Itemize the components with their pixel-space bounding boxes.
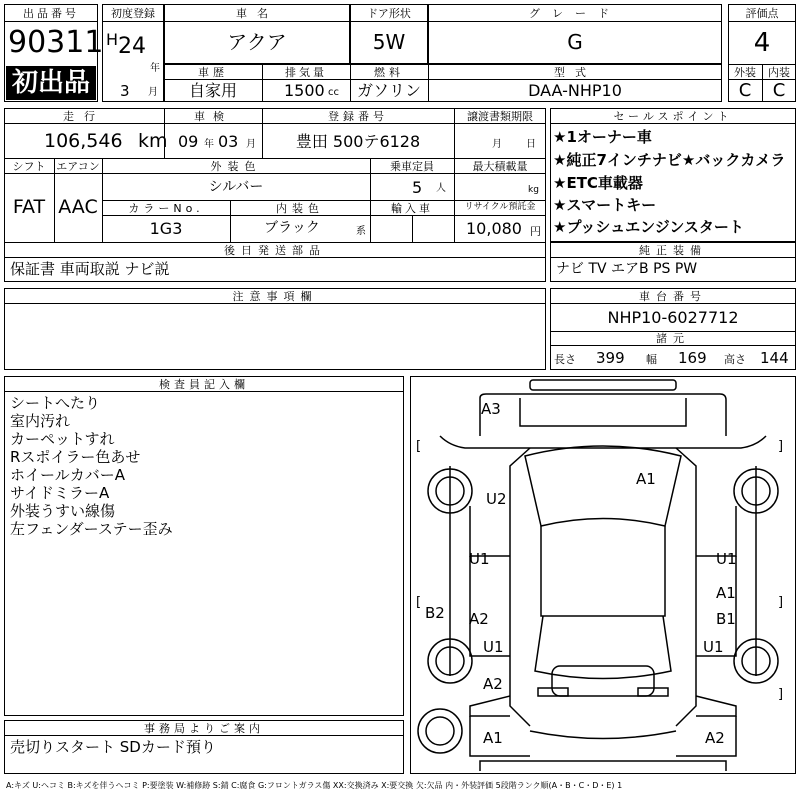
int-score: C [772,80,786,101]
insp-month-unit: 月 [246,139,256,150]
transfer-month: 月 [492,139,502,150]
inspector-item-8: 左フェンダーステー歪み [10,520,173,538]
inspector-item-7: 外装うすい線傷 [10,502,116,520]
mark-a2-left: A2 [469,610,489,628]
bracket-left-top: [ [416,439,422,454]
door-type: 5W [372,30,406,54]
mark-b2: B2 [425,604,445,622]
recycle-label: リサイクル預託金 [464,202,536,212]
mileage: 106,546 [44,130,123,152]
length: 399 [596,349,625,367]
mark-a1-roof: A1 [636,470,656,488]
score: 4 [753,28,771,58]
era: H [106,30,119,49]
length-label: 長さ [554,353,576,366]
inspector-item-4: Rスポイラー色あせ [10,448,141,466]
inspection-label: 車検 [194,110,232,123]
recycle: 10,080 [466,219,522,238]
width-label: 幅 [646,353,657,366]
inspector-item-2: 室内汚れ [10,412,71,430]
inspector-list [10,394,173,538]
first-reg-month: 3 [120,82,130,100]
door-label: ドア形状 [367,7,411,20]
insp-month: 03 [218,132,239,151]
height: 144 [760,349,789,367]
inspector-item-5: ホイールカバーA [10,466,125,484]
load-unit: kg [528,185,539,195]
transfer-day: 日 [526,139,536,150]
grade-label: グレード [529,7,621,20]
displacement: 1500 [284,81,325,100]
later-parts: 保証書 車両取説 ナビ説 [10,260,170,278]
mark-u1-right2: U1 [703,638,724,656]
mark-u2: U2 [486,490,507,508]
fuel: ガソリン [356,81,421,100]
mark-a3: A3 [481,400,501,418]
ext-score: C [738,80,752,101]
equipment: ナビ TV エアB PS PW [556,261,698,277]
inspector-item-3: カーペットすれ [10,430,115,448]
mark-a1-bottom: A1 [483,729,503,747]
car-name: アクア [227,30,287,54]
ext-color-label: 外装色 [210,160,262,173]
history: 自家用 [188,81,237,100]
sales-point-4: ★スマートキー [553,196,657,214]
ac-label: エアコン [56,160,100,173]
sales-point-3: ★ETC車載器 [553,174,643,192]
mark-a2-left2: A2 [483,675,503,693]
car-diagram [410,376,796,774]
history-label: 車歴 [198,66,228,79]
inspector-label: 検査員記入欄 [159,378,249,391]
sales-point-1: ★1オーナー車 [553,128,652,146]
office-label: 事務局よりご案内 [144,722,264,735]
inspector-item-1: シートへたり [10,394,101,412]
bracket-right-top: ] [778,439,784,454]
first-reg-label: 初度登録 [111,7,155,20]
recycle-unit: 円 [530,225,541,238]
capacity-label: 乗車定員 [390,160,434,173]
mark-u1-right: U1 [716,550,737,568]
fuel-label: 燃料 [374,66,404,79]
lot-number: 90311 [8,25,104,60]
displacement-label: 排気量 [285,66,327,79]
mark-u1-left: U1 [469,550,490,568]
notes-label: 注意事項欄 [232,290,318,303]
shift-label: シフト [12,160,46,173]
reg-no: 豊田 500テ6128 [295,132,421,151]
equipment-label: 純正装備 [639,244,707,257]
mark-a2-bottom: A2 [705,729,725,747]
int-color: ブラック [264,220,320,236]
shift: FAT [12,196,46,218]
later-parts-label: 後日発送部品 [224,244,326,257]
model: DAA-NHP10 [528,81,622,100]
int-color-unit: 系 [356,226,366,237]
color-no: 1G3 [149,219,183,238]
color-no-label: カラーNo. [128,202,204,215]
displacement-unit: cc [328,87,339,98]
transfer-label: 譲渡書類期限 [467,110,533,123]
int-color-label: 内装色 [276,202,324,215]
legend: A:キズ U:ヘコミ B:キズを伴うヘコミ P:要塗装 W:補修跡 S:錆 C:腐食 G:フロントガラス傷 XX:交換済み X:要交換 欠:欠品 内・外装評価 5段階ランク順(A・B・C・D・E) 1 [6,781,623,790]
year-unit: 年 [150,63,160,74]
month-unit: 月 [148,87,158,98]
capacity: 5 [412,178,423,197]
dims-label: 諸元 [656,332,690,345]
bracket-left-mid: [ [416,595,422,610]
mileage-unit: km [138,130,168,152]
int-label: 内装 [768,66,790,79]
sales-points-label: セールスポイント [613,110,733,123]
mileage-label: 走行 [63,110,105,123]
first-reg-year: 24 [118,34,146,59]
mark-b1: B1 [716,610,736,628]
sales-point-5: ★プッシュエンジンスタート [553,218,744,236]
insp-year: 09 [178,132,199,151]
mark-a1-right: A1 [716,584,736,602]
width: 169 [678,349,707,367]
capacity-unit: 人 [436,183,446,194]
bracket-right-bottom: ] [778,687,784,702]
model-label: 型式 [554,66,596,79]
lot-number-label: 出品番号 [23,7,79,20]
score-label: 評価点 [745,7,779,20]
ac: AAC [58,196,98,218]
grade: G [567,30,583,54]
insp-year-unit: 年 [204,139,214,150]
ext-label: 外装 [734,66,756,79]
import-label: 輸入車 [391,202,433,215]
first-listing-badge: 初出品 [6,66,96,100]
reg-no-label: 登録番号 [328,110,388,123]
load-label: 最大積載量 [472,160,528,173]
sales-point-2: ★純正7インチナビ★バックカメラ [553,151,786,169]
office-note: 売切りスタート SDカード預り [10,738,216,756]
bracket-right-mid: ] [778,595,784,610]
mark-u1-left2: U1 [483,638,504,656]
inspector-item-6: サイドミラーA [10,484,110,502]
chassis-label: 車台番号 [639,290,707,303]
car-name-label: 車名 [236,7,278,20]
height-label: 高さ [724,353,746,366]
ext-color: シルバー [208,179,264,195]
chassis-number: NHP10-6027712 [607,308,739,327]
